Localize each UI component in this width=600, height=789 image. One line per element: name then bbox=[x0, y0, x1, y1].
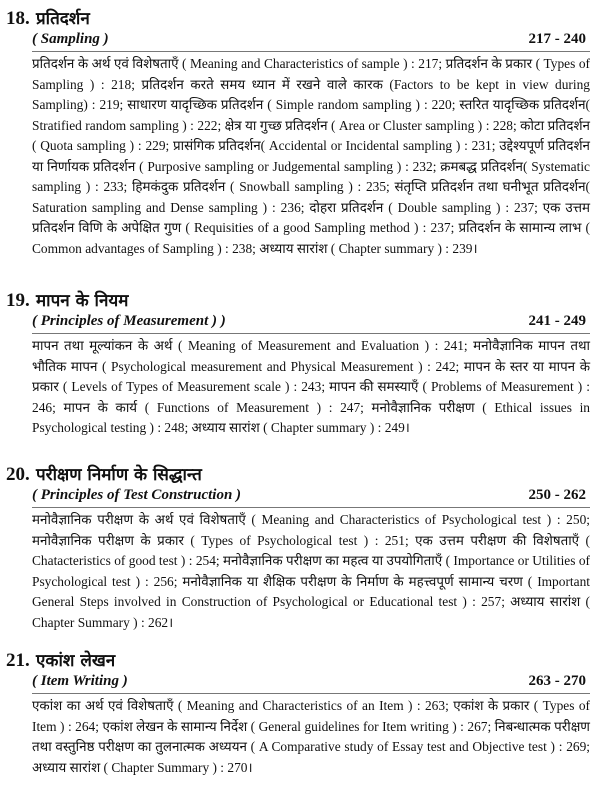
chapter-number: 18. bbox=[6, 8, 30, 29]
chapter-title-english: ( Principles of Measurement ) ) bbox=[32, 313, 226, 329]
chapter-title-english: ( Principles of Test Construction ) bbox=[32, 487, 242, 503]
chapter-number: 21. bbox=[6, 650, 30, 671]
chapter-19 bbox=[6, 288, 590, 456]
chapter-heading bbox=[6, 648, 590, 672]
chapter-page-range: 217 - 240 bbox=[528, 31, 586, 47]
chapter-subheading bbox=[6, 31, 590, 48]
chapter-contents: मापन तथा मूल्यांकन के अर्थ ( Meaning of Measurement and Evaluation ) : 241; मनोवैज्ञानिक मापन तथा भौतिक मापन ( Psychological measurement and Physical Measurement ) : 242; मापन के स्तर या मापन के प्रकार ( Levels of Types of Measurement scale ) : 243; मापन की समस्याएँ ( Problems of Measurement ) : 246; मापन के कार्य ( Functions of Measurement ) : 247; मनोवैज्ञानिक परीक्षण ( Ethical issues in Psychological testing ) : 248; अध्याय सारांश ( Chapter summary ) : 249। bbox=[32, 333, 590, 439]
chapter-title-hindi: परीक्षण निर्माण के सिद्धान्त bbox=[36, 465, 202, 485]
chapter-heading bbox=[6, 6, 590, 30]
chapter-heading bbox=[6, 462, 590, 486]
chapter-page-range: 241 - 249 bbox=[528, 313, 586, 329]
chapter-title-hindi: एकांश लेखन bbox=[36, 651, 116, 671]
chapter-title-hindi: मापन के नियम bbox=[36, 291, 129, 311]
chapter-18 bbox=[6, 6, 590, 282]
chapter-number: 20. bbox=[6, 464, 30, 485]
chapter-20 bbox=[6, 462, 590, 642]
chapter-contents: प्रतिदर्शन के अर्थ एवं विशेषताएँ ( Meaning and Characteristics of sample ) : 217; प्रतिदर्शन के प्रकार ( Types of Sampling ) : 218; प्रतिदर्शन करते समय ध्यान में रखने वाले कारक (Factors to be kept in view during Sampling) : 219; साधारण यादृच्छिक प्रतिदर्शन ( Simple random sampling ) : 220; स्तरित यादृच्छिक प्रतिदर्शन( Stratified random sampling ) : 222; क्षेत्र या गुच्छ प्रतिदर्शन ( Area or Cluster sampling ) : 228; कोटा प्रतिदर्शन ( Quota sampling ) : 229; प्रासंगिक प्रतिदर्शन( Accidental or Incidental sampling ) : 231; उद्देश्यपूर्ण प्रतिदर्शन या निर्णायक प्रतिदर्शन ( Purposive sampling or Judgemental sampling ) : 232; क्रमबद्ध प्रतिदर्शन( Systematic sampling ) : 233; हिमकंदुक प्रतिदर्शन ( Snowball sampling ) : 235; संतृप्ति प्रतिदर्शन तथा घनीभूत प्रतिदर्शन( Saturation sampling and Dense sampling ) : 236; दोहरा प्रतिदर्शन ( Double sampling ) : 237; एक उत्तम प्रतिदर्शन विणि के अपेक्षित गुण ( Requisities of a good Sampling method ) : 237; प्रतिदर्शन के सामान्य लाभ ( Common advantages of Sampling ) : 238; अध्याय सारांश ( Chapter summary ) : 239। bbox=[32, 51, 590, 259]
chapter-subheading bbox=[6, 673, 590, 690]
chapter-heading bbox=[6, 288, 590, 312]
chapter-number: 19. bbox=[6, 290, 30, 311]
chapter-contents: मनोवैज्ञानिक परीक्षण के अर्थ एवं विशेषताएँ ( Meaning and Characteristics of Psychological test ) : 250; मनोवैज्ञानिक परीक्षण के प्रकार ( Types of Psychological test ) : 251; एक उत्तम परीक्षण की विशेषताएँ ( Chatacteristics of good test ) : 254; मनोवैज्ञानिक परीक्षण का महत्व या उपयोगिताएँ ( Importance or Utilities of Psychological test ) : 256; मनोवैज्ञानिक या शैक्षिक परीक्षण के निर्माण के महत्त्वपूर्ण सामान्य चरण ( Important General Steps involved in Construction of Psychological or Educational test ) : 257; अध्याय सारांश ( Chapter Summary ) : 262। bbox=[32, 507, 590, 633]
chapter-title-hindi: प्रतिदर्शन bbox=[36, 9, 90, 29]
chapter-title-english: ( Sampling ) bbox=[32, 31, 109, 47]
chapter-page-range: 263 - 270 bbox=[528, 673, 586, 689]
chapter-page-range: 250 - 262 bbox=[528, 487, 586, 503]
chapter-contents: एकांश का अर्थ एवं विशेषताएँ ( Meaning and Characteristics of an Item ) : 263; एकांश के प्रकार ( Types of Item ) : 264; एकांश लेखन के सामान्य निर्देश ( General guidelines for Item writing ) : 267; निबन्धात्मक परीक्षण तथा वस्तुनिष्ठ परीक्षण का तुलनात्मक अध्ययन ( A Comparative study of Essay test and Objective test ) : 269; अध्याय सारांश ( Chapter Summary ) : 270। bbox=[32, 693, 590, 778]
chapter-subheading bbox=[6, 313, 590, 330]
chapter-21 bbox=[6, 648, 590, 778]
chapter-title-english: ( Item Writing ) bbox=[32, 673, 128, 689]
chapter-subheading bbox=[6, 487, 590, 504]
